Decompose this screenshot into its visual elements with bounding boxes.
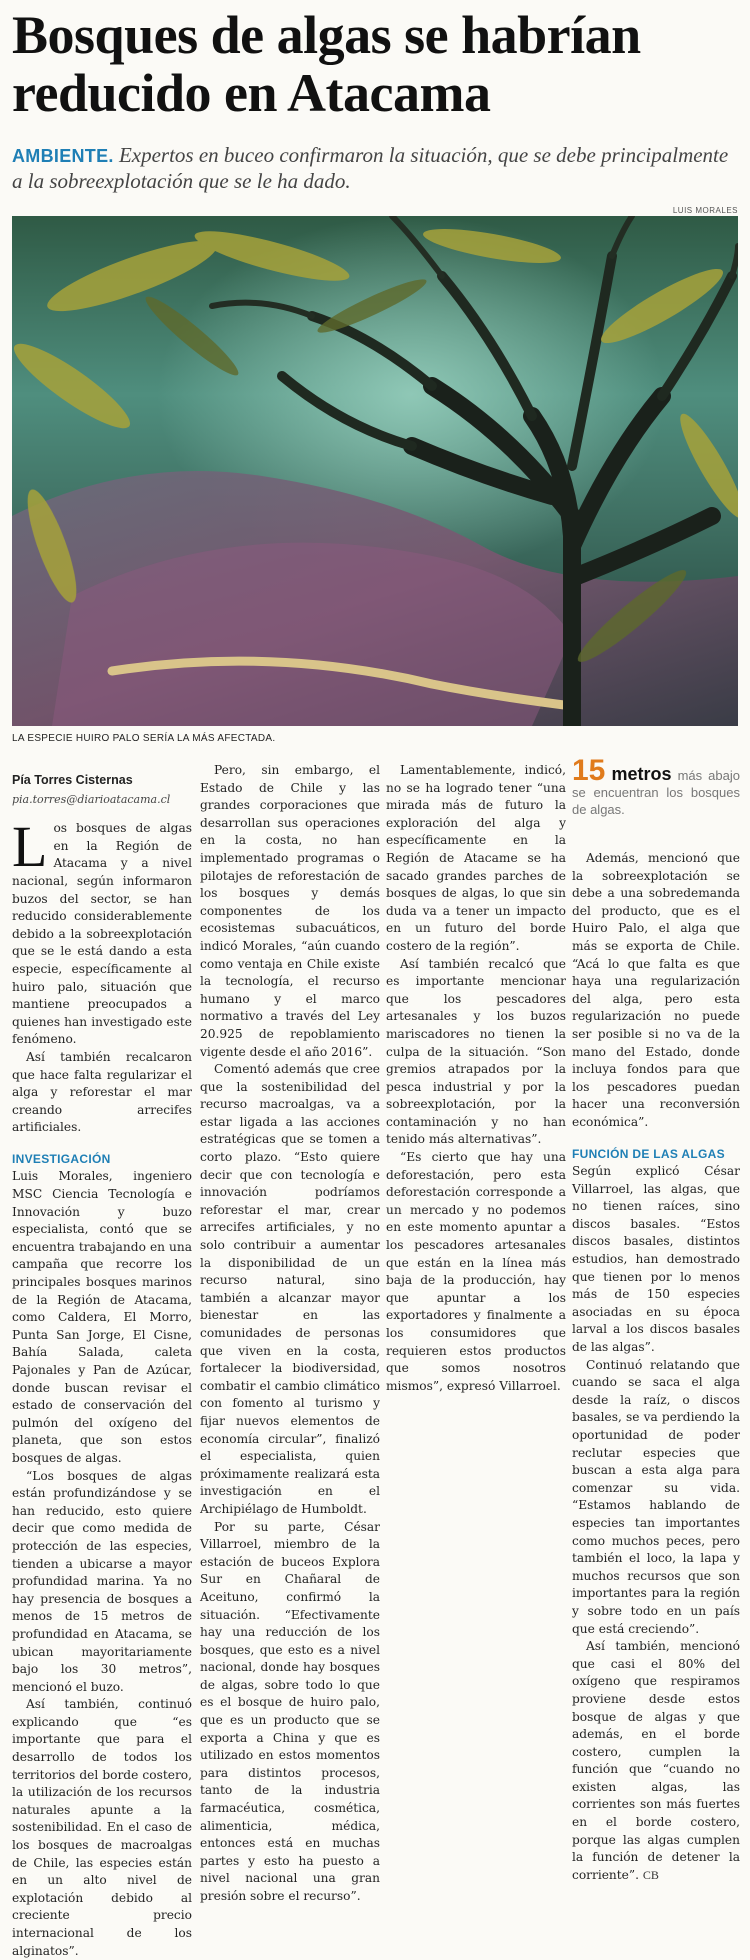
stat-number: 15 bbox=[572, 754, 606, 787]
article-paragraph: Así también recalcaron que hace falta regularizar el alga y reforestar el mar creando arrecifes artificiales. bbox=[12, 1049, 192, 1135]
article-column-1 bbox=[12, 762, 192, 1960]
article-paragraph: Así también recalcó que es importante mencionar que los pescadores artesanales y los buzos mariscadores no tienen la culpa de la situación. “Son gremios atrapados por la pesca industrial y por la sobreexplotación, por la contaminación y no han tenido más alternativas”. bbox=[386, 956, 566, 1147]
article-paragraph: Pero, sin embargo, el Estado de Chile y las grandes corporaciones que desarrollan sus operaciones en la costa, no han implementado programas o pilotajes de reforestación de los bosques y demás componentes de los ecosistemas subacuáticos, indicó Morales, “aún cuando como ventaja en Chile existe la tecnología, el recurso humano y el marco normativo a través del Ley 20.925 de repoblamiento vigente desde el año 2016”. bbox=[200, 763, 380, 1059]
subhead-funcion: FUNCIÓN DE LAS ALGAS bbox=[572, 1146, 725, 1161]
stat-unit: metros bbox=[611, 764, 672, 784]
article-paragraph: Continuó relatando que cuando se saca el alga desde la raíz, o discos basales, se va perdiendo la oportunidad de poder reclutar especies que buscan a esta alga para comenzar su vida. “Estamos hablando de especies tan importantes como muchos peces, pero también el loco, la lapa y muchos recursos que son importantes para la región y sobre todo en un país que está creciendo”. bbox=[572, 1357, 740, 1636]
article-paragraph: Los bosques de algas en la Región de Atacama y a nivel nacional, según informaron buzos del sector, se han reducido considerablemente debido a la sobreexplotación que se le está dando a esta especie, específicamente al huiro palo, situación que mantiene preocupados a quienes han investigado este fenómeno. bbox=[12, 814, 192, 1047]
lead-paragraph bbox=[12, 143, 732, 194]
article-paragraph: Por su parte, César Villarroel, miembro de la estación de buceos Explora Sur en Chañaral de Aceituno, confirmó la situación. “Efectivamente hay una reducción de los bosques, que esto es a nivel nacional, donde hay bosques de algas, sobre todo lo que es el bosque de huiro palo, que es un producto que se exporta a China y que es utilizado en estos momentos para distintos procesos, tanto de la industria farmacéutica, cosmética, alimenticia, médica, entonces está en muchas partes y esto ha puesto a nivel nacional una gran presión sobre el recurso”. bbox=[200, 1519, 380, 1903]
section-tag: AMBIENTE. bbox=[12, 146, 114, 166]
drop-cap: L bbox=[12, 814, 48, 880]
article-paragraph: Luis Morales, ingeniero MSC Ciencia Tecnología e Innovación y buzo especialista, contó que se encuentra trabajando en una campaña que recorre los principales bosques marinos de la Región de Atacama, como Caldera, El Morro, Punta San Jorge, El Cisne, Bahía Salada, caleta Pajonales y Pan de Azúcar, donde buscan revisar el estado de conservación del pulmón del oxígeno del planeta, que son estos bosques de algas. bbox=[12, 1169, 192, 1465]
article-paragraph: Lamentablemente, indicó, no se ha logrado tener “una mirada más de futuro la exploración del alga y específicamente en la Región de Atacame se ha sacado grandes parches de bosques de algas, lo que sin duda va a tener un impacto en un futuro del borde costero de la región”. bbox=[386, 763, 566, 953]
lead-text: Expertos en buceo confirmaron la situación, que se debe principalmente a la sobreexplotación que se le ha dado. bbox=[12, 143, 729, 193]
article-paragraph: “Los bosques de algas están profundizándose y se han reducido, esto quiere decir que como medida de protección de las especies, tienden a ubicarse a mayor profundidad marina. Ya no hay presencia de bosques a menos de 15 metros de profundidad en Atacama, se ubican mayoritariamente bajo los 30 metros”, mencionó el buzo. bbox=[12, 1468, 192, 1694]
article-paragraph: Así también, continuó explicando que “es importante que para el desarrollo de todos los territorios del borde costero, la utilización de los recursos naturales apunte a la sostenibilidad. En el caso de los bosques de macroalgas de Chile, las especies están en un alto nivel de explotación debido al creciente precio internacional de los alginatos”. bbox=[12, 1697, 192, 1958]
kelp-forest-photo bbox=[12, 216, 738, 726]
author-email: pia.torres@diarioatacama.cl bbox=[12, 792, 171, 806]
photo-caption: LA ESPECIE HUIRO PALO SERÍA LA MÁS AFECTADA. bbox=[12, 733, 276, 744]
article-column-2 bbox=[200, 762, 380, 1906]
article-column-3 bbox=[386, 762, 566, 1395]
author-name: Pía Torres Cisternas bbox=[12, 773, 133, 787]
article-paragraph: Según explicó César Villarroel, las algas, que no tienen raíces, sino discos basales. “Estos discos basales, distintos estudios, han demostrado que tienen por lo menos más de 150 especies asociadas en su época larval a los discos basales de las algas”. bbox=[572, 1164, 740, 1355]
article-paragraph: Además, mencionó que la sobreexplotación se debe a una sobredemanda del producto, que es el Huiro Palo, el alga que más se exporta de Chile. “Acá lo que falta es que haya una regularización del alga, pero esta regularización no puede ser posible si no va de la mano del Estado, donde incluya fondos para que los pescadores puedan hacer una reconversión económica”. bbox=[572, 851, 740, 1129]
headline: Bosques de algas se habrían reducido en Atacama bbox=[12, 5, 641, 123]
article-paragraph: “Es cierto que hay una deforestación, pero esta deforestación corresponde a un mercado y no podemos en este momento apuntar a los pescadores artesanales que están en la línea más baja de la producción, hay que apuntar a los exportadores y finalmente a los consumidores que requieren estos productos que somos nosotros mismos”, expresó Villarroel. bbox=[386, 1150, 566, 1393]
stat-callout bbox=[572, 754, 740, 818]
article-paragraph: Comentó además que cree que la sostenibilidad del recurso macroalgas, va a estar ligada a las acciones estratégicas que se tomen a corto plazo. “Esto quiere decir que con tecnología e innovación podríamos reforestar el mar, crear arrecifes artificiales, y no solo contribuir a aumentar la disponibilidad de un recurso natural, sino también a alcanzar mayor bienestar en las comunidades de personas que viven en la costa, fortalecer la biodiversidad, combatir el cambio climático con fomento al turismo y fijar nuevos elementos de economía circular”, finalizó el especialista, quien próximamente realizará esta investigación en el Archipiélago de Humboldt. bbox=[200, 1062, 380, 1516]
stat-text: más abajo se encuentran los bosques de algas. bbox=[572, 768, 740, 817]
photo-credit: LUIS MORALES bbox=[672, 206, 738, 215]
end-mark: CB bbox=[642, 1867, 659, 1882]
article-column-4 bbox=[572, 754, 740, 1884]
article-paragraph: Así también, mencionó que casi el 80% del oxígeno que respiramos proviene desde estos bosque de algas y que además, en el borde costero, cumplen la función que “cuando no existen algas, las corrientes son más fuertes en el borde costero, porque las algas cumplen la función de detener la corriente”. CB bbox=[572, 1639, 740, 1882]
subhead-investigacion: INVESTIGACIÓN bbox=[12, 1151, 111, 1166]
underwater-kelp-illustration bbox=[12, 216, 738, 726]
